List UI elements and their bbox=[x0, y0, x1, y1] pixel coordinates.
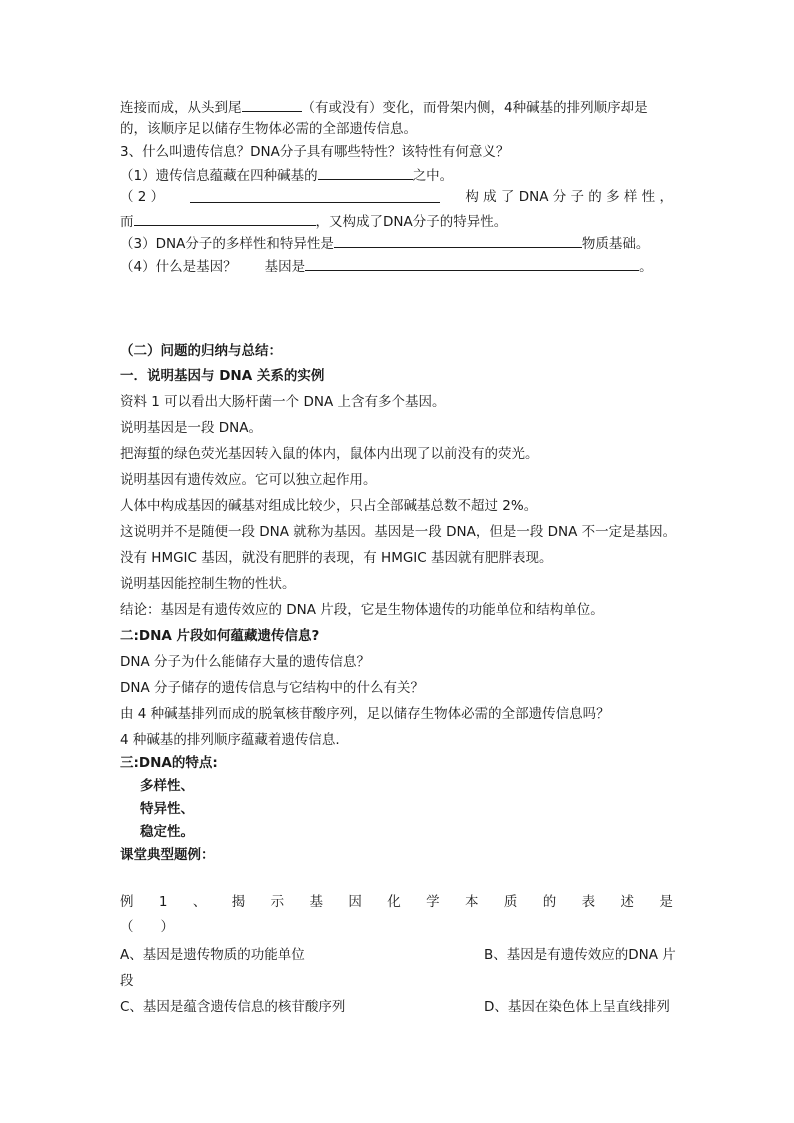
option-d[interactable]: D、基因在染色体上呈直线排列 bbox=[484, 999, 670, 1015]
text-fragment: （4）什么是基因？ bbox=[120, 259, 237, 275]
paragraph-line: DNA 分子储存的遗传信息与它结构中的什么有关？ bbox=[120, 680, 425, 696]
examples-title: 课堂典型题例： bbox=[120, 847, 215, 863]
question-char: 的 bbox=[542, 894, 557, 910]
question-char: 是 bbox=[659, 894, 673, 910]
text-fragment: 连接而成，从头到尾 bbox=[120, 100, 242, 116]
answer-blank[interactable] bbox=[134, 211, 316, 226]
paragraph-line: 4 种碱基的排列顺序蕴藏着遗传信息. bbox=[120, 732, 340, 748]
example-1-question bbox=[120, 893, 673, 911]
paragraph-line: 由 4 种碱基排列而成的脱氧核苷酸序列，足以储存生物体必需的全部遗传信息吗？ bbox=[120, 706, 610, 722]
question-char: 述 bbox=[620, 894, 634, 910]
text-fragment: ，又构成了DNA分子的特异性。 bbox=[315, 214, 508, 230]
subquestion-4 bbox=[120, 256, 653, 276]
text-line bbox=[120, 97, 648, 117]
text-fragment: 。 bbox=[639, 259, 653, 275]
text-line: 的，该顺序足以储存生物体必需的全部遗传信息。 bbox=[120, 121, 417, 137]
option-b-wrap: 段 bbox=[120, 973, 134, 989]
text-fragment: 而 bbox=[120, 214, 134, 230]
paragraph-line: 人体中构成基因的碱基对组成比较少，只占全部碱基总数不超过 2%。 bbox=[120, 498, 538, 514]
question-char: 化 bbox=[387, 894, 401, 910]
paragraph-line: 说明基因能控制生物的性状。 bbox=[120, 576, 296, 592]
feature-item: 稳定性。 bbox=[140, 824, 194, 840]
paragraph-line: 结论：基因是有遗传效应的 DNA 片段，它是生物体遗传的功能单位和结构单位。 bbox=[120, 602, 604, 618]
text-fragment: 之中。 bbox=[412, 168, 454, 184]
subquestion-3 bbox=[120, 233, 649, 253]
text-fragment: （3）DNA分子的多样性和特异性是 bbox=[120, 236, 334, 252]
question-3: 3、什么叫遗传信息？DNA分子具有哪些特性？该特性有何意义？ bbox=[120, 144, 510, 160]
section-2-title: 二:DNA 片段如何蕴藏遗传信息? bbox=[120, 628, 320, 644]
paragraph-line: 资料 1 可以看出大肠杆菌一个 DNA 上含有多个基因。 bbox=[120, 394, 446, 410]
section-heading: （二）问题的归纳与总结： bbox=[120, 343, 282, 359]
subquestion-1 bbox=[120, 165, 453, 185]
paragraph-line: DNA 分子为什么能储存大量的遗传信息？ bbox=[120, 654, 371, 670]
question-char: 揭 bbox=[231, 894, 246, 910]
option-b[interactable]: B、基因是有遗传效应的DNA 片 bbox=[484, 947, 676, 963]
feature-item: 多样性、 bbox=[140, 778, 194, 794]
question-char: 本 bbox=[464, 894, 479, 910]
answer-blank[interactable] bbox=[334, 233, 582, 248]
paragraph-line: 没有 HMGIC 基因，就没有肥胖的表现，有 HMGIC 基因就有肥胖表现。 bbox=[120, 550, 553, 566]
text-fragment: 基因是 bbox=[264, 259, 306, 275]
option-a[interactable]: A、基因是遗传物质的功能单位 bbox=[120, 947, 305, 963]
question-char: 质 bbox=[503, 894, 518, 910]
question-char: 示 bbox=[270, 894, 285, 910]
text-fragment: 物质基础。 bbox=[581, 236, 650, 252]
answer-blank[interactable] bbox=[190, 188, 440, 203]
text-fragment: （有或没有）变化，而骨架内侧，4种碱基的排列顺序却是 bbox=[301, 100, 648, 116]
answer-blank[interactable] bbox=[318, 165, 413, 180]
question-char: 例 bbox=[120, 894, 134, 910]
question-char: 、 bbox=[192, 894, 207, 910]
question-char: 学 bbox=[426, 894, 440, 910]
answer-blank[interactable] bbox=[242, 97, 302, 112]
question-char: 1 bbox=[158, 894, 168, 910]
paragraph-line: 说明基因是一段 DNA。 bbox=[120, 420, 263, 436]
text-fragment: 构 成 了 DNA 分 子 的 多 样 性 ， bbox=[465, 189, 673, 205]
question-char: 因 bbox=[348, 894, 362, 910]
text-fragment: （1）遗传信息蕴藏在四种碱基的 bbox=[120, 168, 318, 184]
text-fragment: （ 2 ） bbox=[120, 189, 165, 205]
paragraph-line: 把海蜇的绿色荧光基因转入鼠的体内，鼠体内出现了以前没有的荧光。 bbox=[120, 446, 539, 462]
paragraph-line: 说明基因有遗传效应。它可以独立起作用。 bbox=[120, 472, 377, 488]
option-c[interactable]: C、基因是蕴含遗传信息的核苷酸序列 bbox=[120, 999, 346, 1015]
question-char: 基 bbox=[309, 894, 323, 910]
paragraph-line: 这说明并不是随便一段 DNA 就称为基因。基因是一段 DNA，但是一段 DNA 不一定是基因。 bbox=[120, 524, 677, 540]
answer-blank[interactable] bbox=[305, 256, 639, 271]
subquestion-2-cont bbox=[120, 211, 507, 231]
answer-paren[interactable]: （ ） bbox=[120, 919, 174, 935]
feature-item: 特异性、 bbox=[140, 801, 194, 817]
question-char: 表 bbox=[581, 894, 596, 910]
subquestion-2 bbox=[120, 188, 673, 206]
section-3-title: 三:DNA的特点: bbox=[120, 755, 218, 771]
section-1-title: 一．说明基因与 DNA 关系的实例 bbox=[120, 368, 325, 384]
